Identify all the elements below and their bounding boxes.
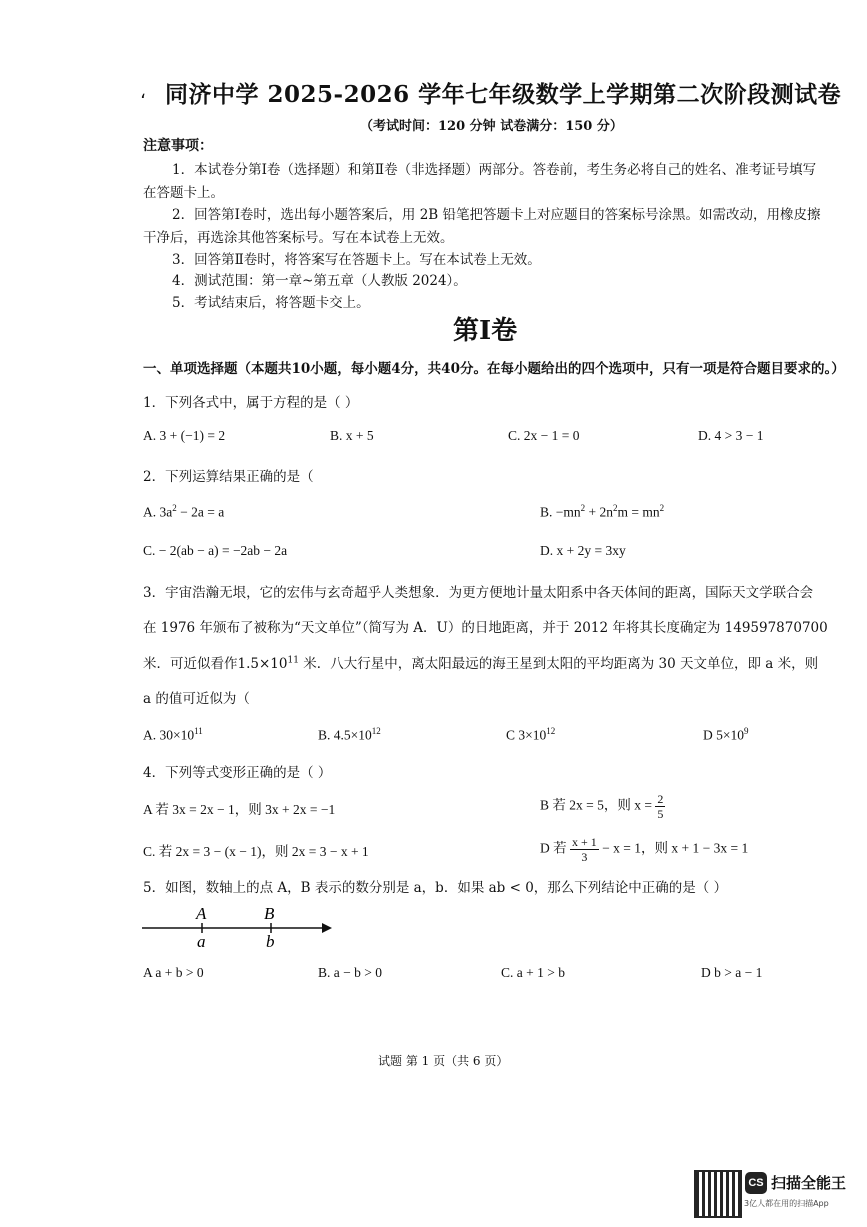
question-4-option-c: C. 若 2x = 3 − (x − 1)，则 2x = 3 − x + 1	[143, 844, 369, 859]
question-5-stem: 5．如图，数轴上的点 A，B 表示的数分别是 a，b．如果 ab < 0，那么下列结论中正确的是（ ）	[143, 880, 728, 896]
point-a-label: A	[196, 904, 207, 923]
question-4-option-d: D 若 $\frac{x + 1}{3}$ − x = 1，则 x + 1 − 3x = 1	[540, 835, 749, 864]
question-2-stem: 2．下列运算结果正确的是（	[143, 469, 314, 485]
note-line: 在答题卡上。	[143, 185, 224, 201]
question-3-option-d: D $5\times 10^9$	[703, 726, 749, 743]
exam-subtitle: （考试时间：120 分钟 试卷满分：150 分）	[360, 119, 623, 134]
question-5-option-c: C. a + 1 > b	[501, 965, 565, 980]
point-b-label: B	[264, 904, 275, 923]
question-4-option-b: B 若 2x = 5，则 x = $\frac{2}{5}$	[540, 792, 664, 821]
scan-mark: ،	[140, 82, 146, 103]
note-line: 4．测试范围：第一章~第五章（人教版 2024）。	[172, 273, 467, 289]
note-line: 3．回答第Ⅱ卷时，将答案写在答题卡上。写在本试卷上无效。	[172, 252, 541, 268]
question-2-option-b: B. $-mn^2 + 2n^2m = mn^2$	[540, 503, 665, 520]
question-5-option-d: D b > a − 1	[701, 965, 763, 980]
question-3-option-c: C $3\times 10^{12}$	[506, 726, 556, 743]
watermark-tagline: 3亿人都在用的扫描App	[744, 1199, 829, 1208]
question-3-line: a 的值可近似为（	[143, 691, 250, 707]
question-5-option-b: B. a − b > 0	[318, 965, 382, 980]
question-1-option-a: A. 3 + (−1) = 2	[143, 428, 226, 443]
question-4-stem: 4．下列等式变形正确的是（ ）	[143, 765, 332, 781]
part-title: 第Ⅰ卷	[453, 316, 518, 346]
question-2-option-d: D. x + 2y = 3xy	[540, 543, 626, 558]
question-1-option-d: D. 4 > 3 − 1	[698, 428, 764, 443]
note-line: 1．本试卷分第Ⅰ卷（选择题）和第Ⅱ卷（非选择题）两部分。答卷前，考生务必将自己的姓名、准考证号填写	[172, 162, 817, 178]
qr-code-icon	[694, 1170, 742, 1218]
question-2-option-a: A. $3a^2 - 2a = a$	[143, 503, 225, 520]
question-4-option-a: A 若 3x = 2x − 1，则 3x + 2x = −1	[143, 802, 336, 817]
number-line-figure	[142, 902, 342, 952]
section-heading: 一、单项选择题（本题共10小题，每小题4分，共40分。在每小题给出的四个选项中，只有一项是符合题目要求的。）	[143, 361, 845, 377]
point-b-value: b	[266, 932, 275, 951]
note-line: 5．考试结束后，将答题卡交上。	[172, 295, 370, 311]
question-3-option-b: B. $4.5\times 10^{12}$	[318, 726, 381, 743]
question-3-line: 米．可近似看作$1.5\times 10^{11}$ 米．八大行星中，离太阳最远的海王星到太阳的平均距离为 30 天文单位，即 a 米，则	[143, 655, 819, 672]
question-5-option-a: A a + b > 0	[143, 965, 204, 980]
page-footer: 试题 第 1 页（共 6 页）	[378, 1054, 509, 1068]
number-line-arrow	[322, 923, 332, 933]
question-3-option-a: A. $30\times 10^{11}$	[143, 726, 203, 743]
camscanner-logo-icon: CS	[745, 1172, 767, 1194]
notes-heading: 注意事项：	[143, 138, 213, 154]
question-2-option-c: C. − 2(ab − a) = −2ab − 2a	[143, 543, 288, 558]
question-1-option-c: C. 2x − 1 = 0	[508, 428, 580, 443]
exam-title: 同济中学 2025-2026 学年七年级数学上学期第二次阶段测试卷	[165, 81, 842, 108]
note-line: 2．回答第Ⅰ卷时，选出每小题答案后，用 2B 铅笔把答题卡上对应题目的答案标号涂黑。如需改动，用橡皮擦	[172, 207, 821, 223]
question-3-line: 3．宇宙浩瀚无垠，它的宏伟与玄奇超乎人类想象．为更方便地计量太阳系中各天体间的距离，国际天文学联合会	[143, 585, 814, 601]
question-3-line: 在 1976 年颁布了被称为“天文单位”（简写为 A．U）的日地距离，并于 2012 年将其长度确定为 149597870700	[143, 620, 828, 636]
question-1-stem: 1．下列各式中，属于方程的是（ ）	[143, 395, 359, 411]
point-a-value: a	[197, 932, 206, 951]
note-line: 干净后，再选涂其他答案标号。写在本试卷上无效。	[143, 230, 454, 246]
question-1-option-b: B. x + 5	[330, 428, 374, 443]
watermark-brand: 扫描全能王	[771, 1174, 847, 1192]
